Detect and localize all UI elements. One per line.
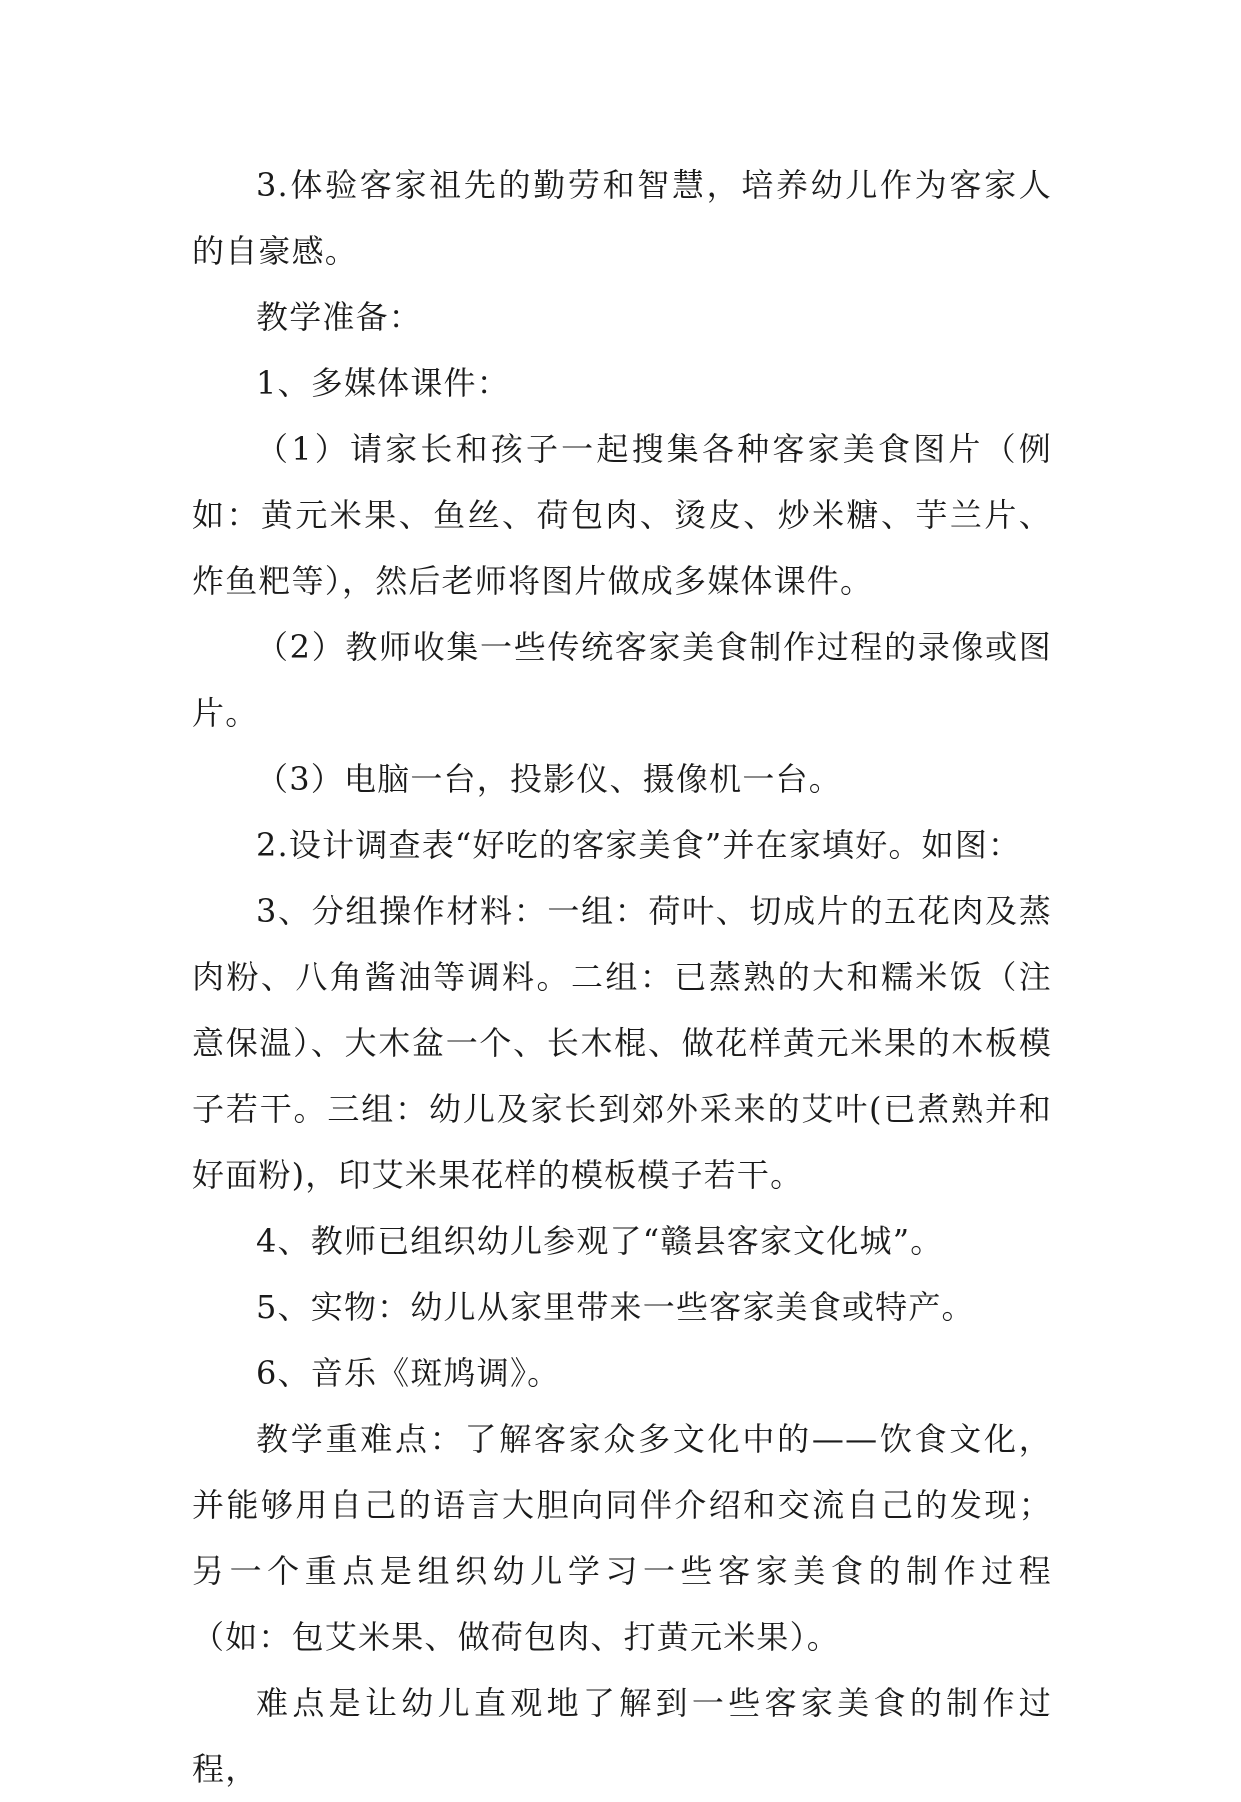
paragraph-prep-1-3: （3）电脑一台，投影仪、摄像机一台。 [256,760,842,798]
paragraph-difficulty: 难点是让幼儿直观地了解到一些客家美食的制作过程， [192,1684,1052,1788]
paragraph-prep-5: 5、实物：幼儿从家里带来一些客家美食或特产。 [256,1288,975,1326]
paragraph-prep-2: 2.设计调查表“好吃的客家美食”并在家填好。如图： [256,826,1022,864]
document-body [192,152,1052,1802]
paragraph-prep-1-1: （1）请家长和孩子一起搜集各种客家美食图片（例如：黄元米果、鱼丝、荷包肉、烫皮、炒米糖、芋兰片、炸鱼粑等），然后老师将图片做成多媒体课件。 [192,430,1052,600]
paragraph-prep-3: 3、分组操作材料：一组：荷叶、切成片的五花肉及蒸肉粉、八角酱油等调料。二组：已蒸熟的大和糯米饭（注意保温）、大木盆一个、长木棍、做花样黄元米果的木板模子若干。三组：幼儿及家长到郊外采来的艾叶(已煮熟并和好面粉)，印艾米果花样的模板模子若干。 [192,892,1052,1194]
paragraph-prep-1-2: （2）教师收集一些传统客家美食制作过程的录像或图片。 [192,628,1052,732]
paragraph-teaching-prep-heading: 教学准备： [256,298,423,336]
paragraph-goal-3: 3.体验客家祖先的勤劳和智慧，培养幼儿作为客家人的自豪感。 [192,166,1052,270]
paragraph-prep-6: 6、音乐《斑鸠调》。 [256,1354,561,1392]
paragraph-key-points: 教学重难点：了解客家众多文化中的——饮食文化，并能够用自己的语言大胆向同伴介绍和交流自己的发现；另一个重点是组织幼儿学习一些客家美食的制作过程（如：包艾米果、做荷包肉、打黄元米果）。 [192,1420,1052,1656]
paragraph-prep-1: 1、多媒体课件： [256,364,510,402]
paragraph-prep-4: 4、教师已组织幼儿参观了“赣县客家文化城”。 [256,1222,944,1260]
